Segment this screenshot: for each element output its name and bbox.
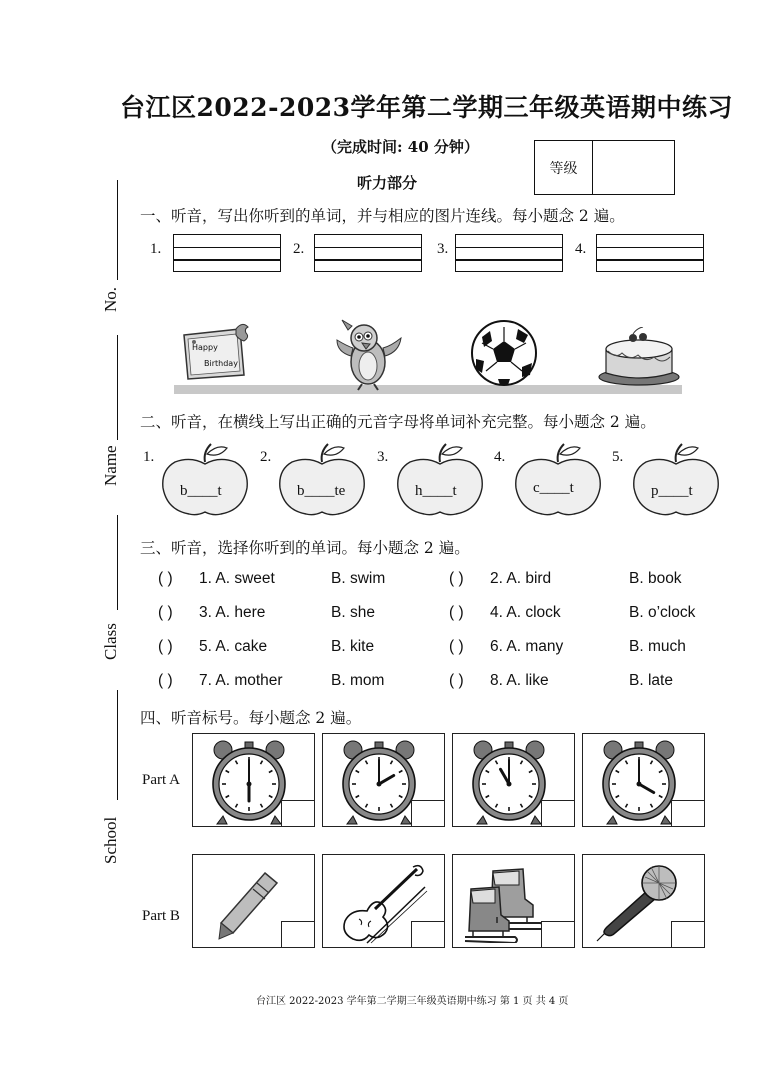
choice-question: 4. A. clock bbox=[490, 604, 561, 621]
part-b-label: Part B bbox=[142, 908, 180, 924]
s2-number: 5. bbox=[612, 449, 624, 465]
s2-word[interactable]: c____t bbox=[533, 480, 574, 496]
choice-paren[interactable]: ( ) bbox=[158, 638, 173, 655]
s2-word[interactable]: p____t bbox=[651, 483, 693, 499]
s2-word[interactable]: b____te bbox=[297, 483, 346, 499]
choice-question: 3. A. here bbox=[199, 604, 266, 621]
choice-paren[interactable]: ( ) bbox=[449, 570, 464, 587]
answer-box[interactable] bbox=[671, 800, 705, 827]
picture-box-clock bbox=[452, 733, 575, 827]
choice-question: 1. A. sweet bbox=[199, 570, 275, 587]
choice-option-b: B. she bbox=[331, 604, 375, 621]
apple-icon bbox=[160, 440, 248, 518]
side-line-class bbox=[117, 515, 118, 610]
side-label-name: Name bbox=[101, 445, 120, 486]
answer-box[interactable] bbox=[411, 921, 445, 948]
choice-option-b: B. o’clock bbox=[629, 604, 696, 621]
grade-label: 等级 bbox=[535, 141, 593, 194]
s2-number: 4. bbox=[494, 449, 506, 465]
choice-option-b: B. late bbox=[629, 672, 673, 689]
s1-number: 4. bbox=[575, 241, 587, 257]
s1-answer-box[interactable] bbox=[596, 234, 704, 272]
part-a-label: Part A bbox=[142, 772, 180, 788]
s1-number: 1. bbox=[150, 241, 162, 257]
football-icon[interactable] bbox=[470, 319, 538, 387]
apple-icon bbox=[277, 440, 365, 518]
page-title: 台江区2022-2023学年第二学期三年级英语期中练习 bbox=[120, 93, 734, 122]
crayon-icon bbox=[213, 867, 283, 943]
choice-paren[interactable]: ( ) bbox=[449, 672, 464, 689]
time-limit: （完成时间: 40 分钟） bbox=[322, 138, 479, 156]
grade-box bbox=[534, 140, 675, 195]
part-name: 听力部分 bbox=[357, 174, 418, 192]
bird-icon[interactable] bbox=[334, 316, 402, 392]
choice-paren[interactable]: ( ) bbox=[158, 604, 173, 621]
answer-box[interactable] bbox=[541, 800, 575, 827]
side-line-name bbox=[117, 335, 118, 440]
apple-icon bbox=[631, 440, 719, 518]
s1-number: 2. bbox=[293, 241, 305, 257]
choice-paren[interactable]: ( ) bbox=[158, 672, 173, 689]
microphone-icon bbox=[593, 861, 683, 945]
side-line-no bbox=[117, 180, 118, 280]
section3-instruction: 三、听音，选择你听到的单词。每小题念 2 遍。 bbox=[140, 539, 470, 557]
card-text-happy: Happy bbox=[192, 343, 218, 352]
grade-field[interactable] bbox=[593, 141, 674, 194]
answer-box[interactable] bbox=[281, 800, 315, 827]
cake-icon[interactable] bbox=[596, 327, 682, 387]
picture-box-clock bbox=[322, 733, 445, 827]
choice-question: 8. A. like bbox=[490, 672, 549, 689]
choice-question: 5. A. cake bbox=[199, 638, 268, 655]
picture-box-crayon bbox=[192, 854, 315, 948]
picture-box-clock bbox=[192, 733, 315, 827]
s2-number: 2. bbox=[260, 449, 272, 465]
s1-answer-box[interactable] bbox=[455, 234, 563, 272]
picture-box-skates bbox=[452, 854, 575, 948]
choice-question: 7. A. mother bbox=[199, 672, 283, 689]
s2-number: 1. bbox=[143, 449, 155, 465]
picture-box-microphone bbox=[582, 854, 705, 948]
apple-icon bbox=[513, 440, 601, 518]
section1-instruction: 一、听音，写出你听到的单词，并与相应的图片连线。每小题念 2 遍。 bbox=[140, 207, 625, 225]
choice-paren[interactable]: ( ) bbox=[449, 638, 464, 655]
choice-paren[interactable]: ( ) bbox=[449, 604, 464, 621]
s1-answer-box[interactable] bbox=[173, 234, 281, 272]
section4-instruction: 四、听音标号。每小题念 2 遍。 bbox=[140, 709, 362, 727]
answer-box[interactable] bbox=[411, 800, 445, 827]
choice-option-b: B. mom bbox=[331, 672, 385, 689]
side-label-no: No. bbox=[101, 286, 120, 312]
choice-paren[interactable]: ( ) bbox=[158, 570, 173, 587]
choice-option-b: B. book bbox=[629, 570, 682, 587]
s2-word[interactable]: h____t bbox=[415, 483, 457, 499]
answer-box[interactable] bbox=[671, 921, 705, 948]
apple-icon bbox=[395, 440, 483, 518]
s1-answer-box[interactable] bbox=[314, 234, 422, 272]
picture-box-clock bbox=[582, 733, 705, 827]
choice-option-b: B. swim bbox=[331, 570, 386, 587]
picture-box-violin bbox=[322, 854, 445, 948]
side-label-school: School bbox=[101, 816, 120, 864]
page-footer: 台江区 2022-2023 学年第二学期三年级英语期中练习 第 1 页 共 4 页 bbox=[256, 996, 569, 1007]
side-line-school bbox=[117, 690, 118, 800]
s2-number: 3. bbox=[377, 449, 389, 465]
answer-box[interactable] bbox=[541, 921, 575, 948]
choice-option-b: B. much bbox=[629, 638, 686, 655]
answer-box[interactable] bbox=[281, 921, 315, 948]
side-label-class: Class bbox=[101, 623, 120, 660]
s1-number: 3. bbox=[437, 241, 449, 257]
choice-question: 2. A. bird bbox=[490, 570, 552, 587]
s2-word[interactable]: b____t bbox=[180, 483, 222, 499]
card-text-birthday: Birthday bbox=[204, 359, 238, 368]
section2-instruction: 二、听音，在横线上写出正确的元音字母将单词补充完整。每小题念 2 遍。 bbox=[140, 413, 656, 431]
choice-option-b: B. kite bbox=[331, 638, 375, 655]
birthday-card-icon[interactable] bbox=[180, 323, 256, 381]
choice-question: 6. A. many bbox=[490, 638, 564, 655]
